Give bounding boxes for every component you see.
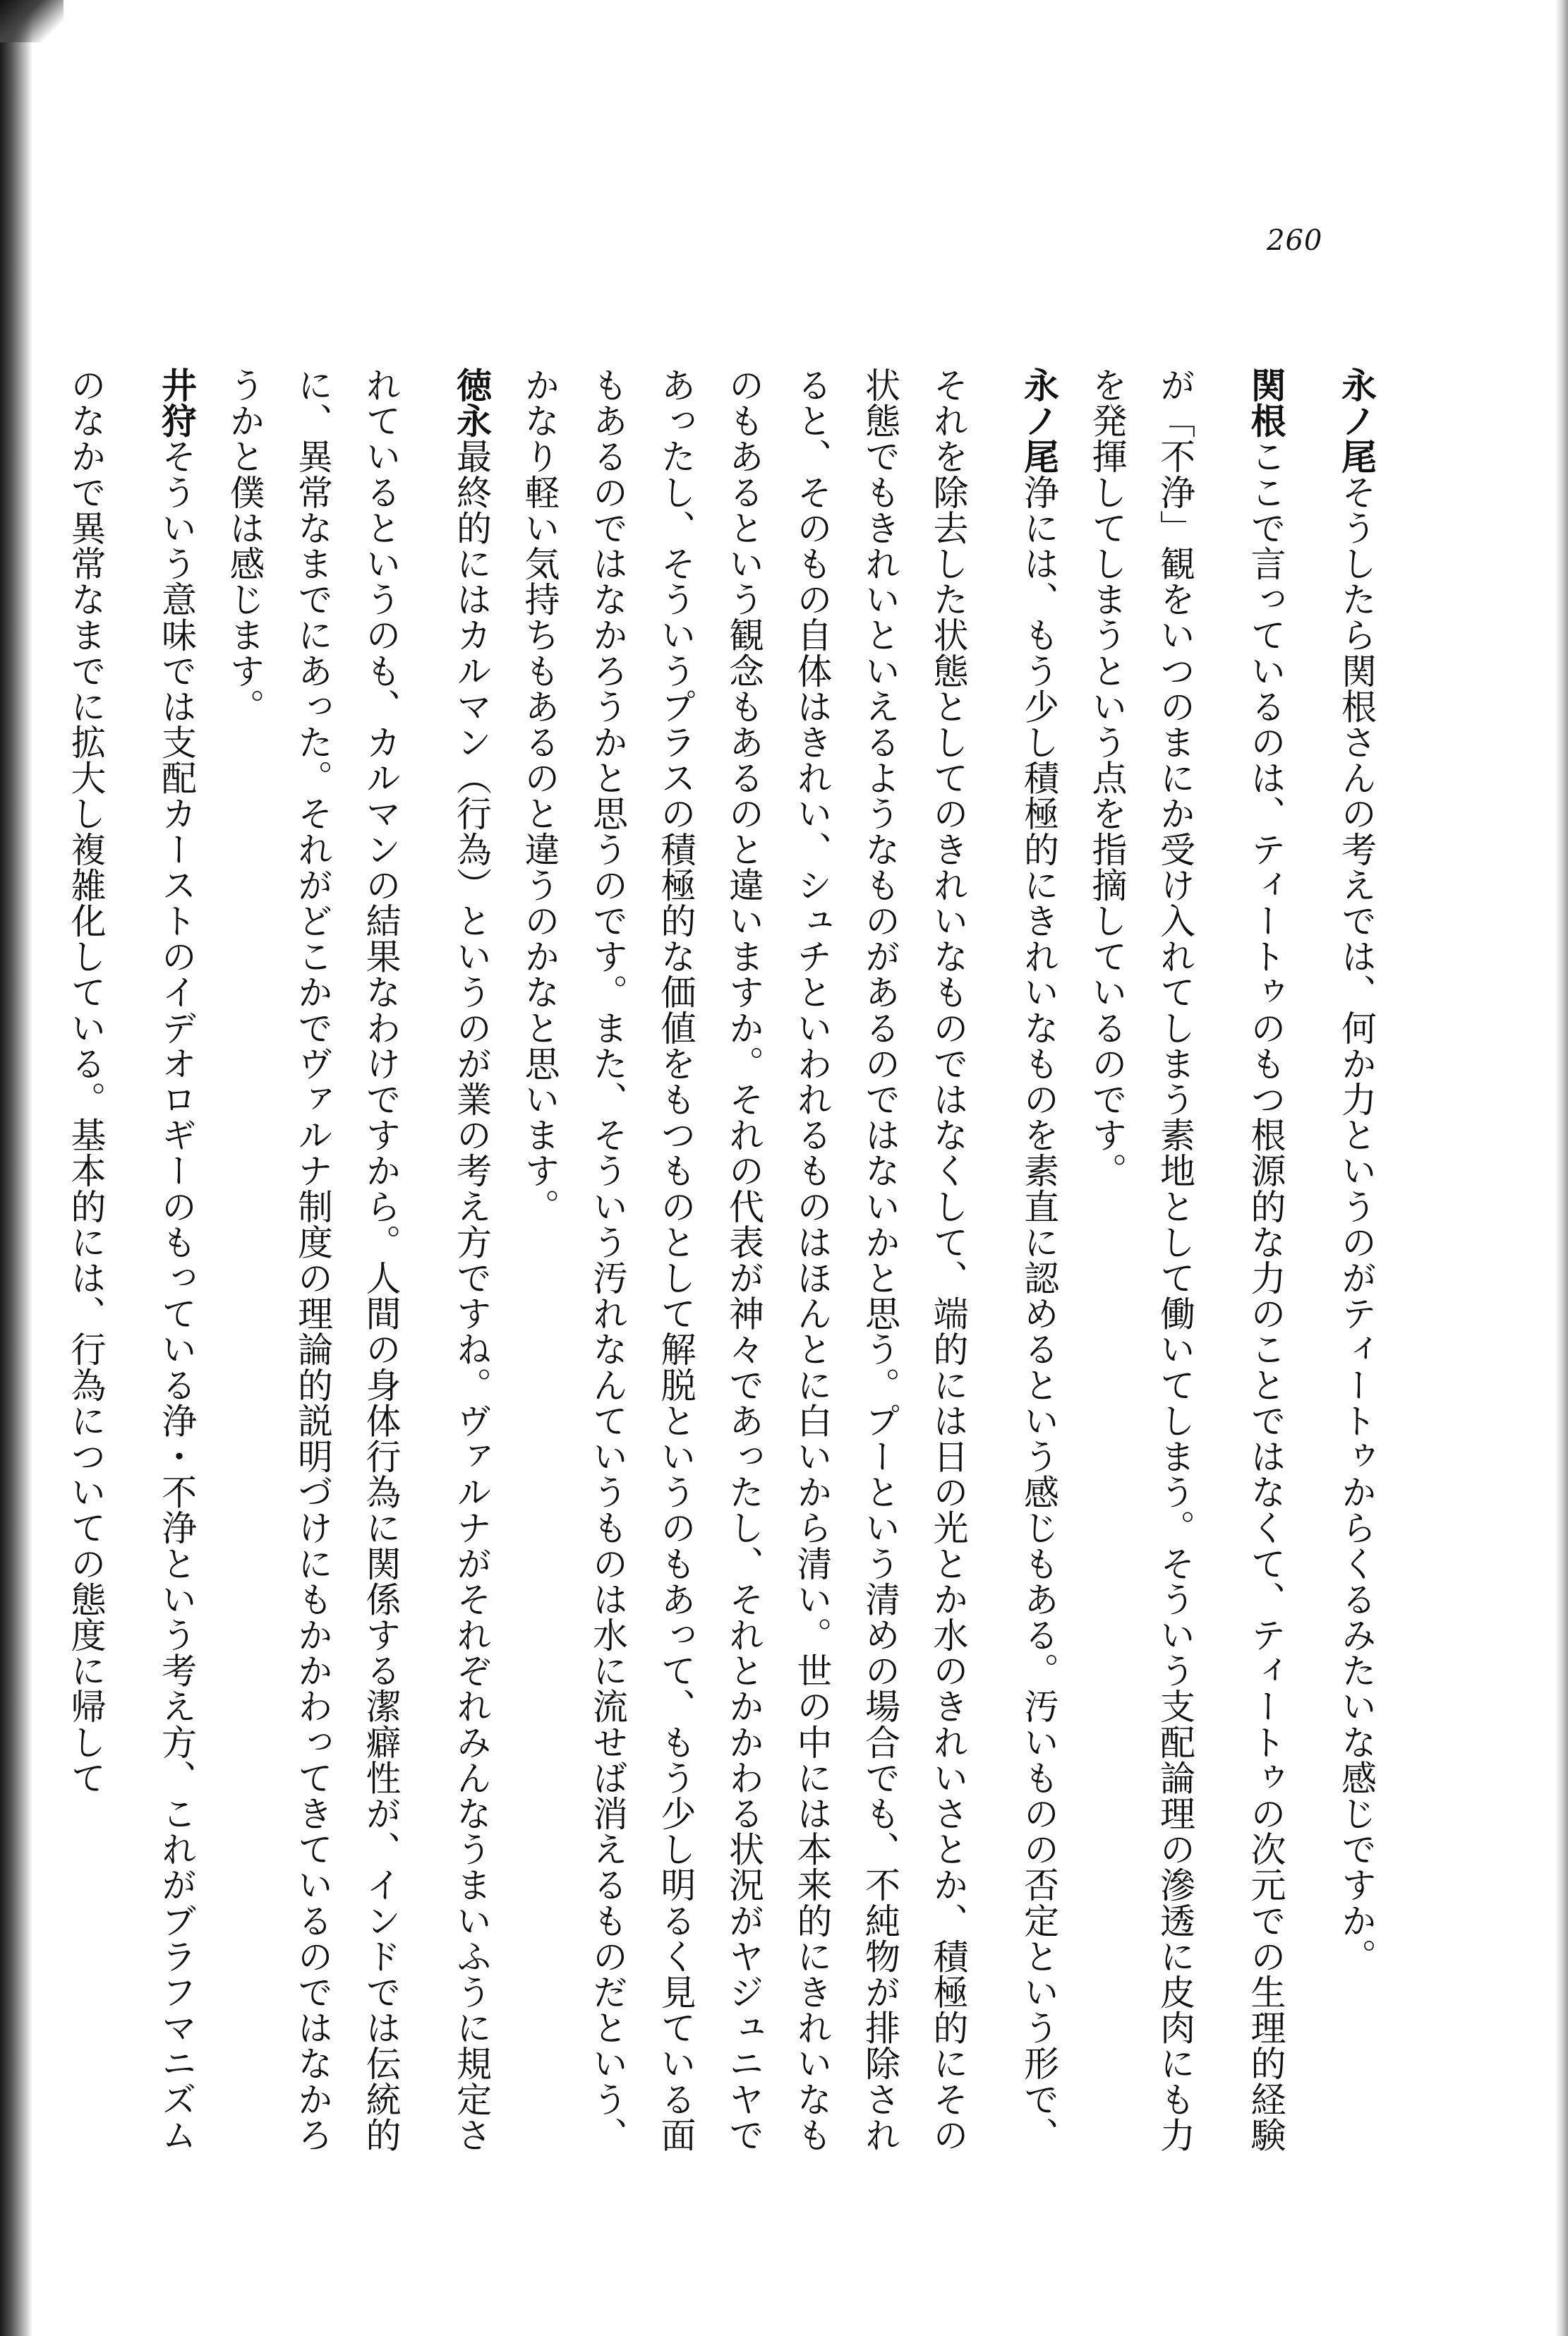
speaker-label: 徳永 — [451, 367, 492, 439]
dialogue-paragraph — [1073, 367, 1300, 2160]
dialogue-text: ここで言っているのは、ティートゥのもつ根源的な力のことではなくて、ティートゥの次元での生理的経験が「不浄」観をいつのまにか受け入れてしまう素地として働いてしまう。そういう支配論理の滲透に皮肉にも力を発揮してしまうという点を指摘しているのです。 — [1086, 367, 1286, 2153]
speaker-label: 井狩 — [156, 367, 197, 439]
speaker-label: 永ノ尾 — [1018, 367, 1059, 474]
speaker-label: 関根 — [1245, 367, 1286, 439]
dialogue-text: そうしたら関根さんの考えでは、何か力というのがティートゥからくるみたいな感じですか。 — [1336, 474, 1377, 1975]
scan-right-edge — [1555, 0, 1568, 2336]
dialogue-paragraph — [1300, 367, 1391, 2160]
page-number: 260 — [1267, 224, 1323, 257]
scan-binding-shadow — [0, 0, 32, 2336]
dialogue-text: そういう意味では支配カーストのイデオロギーのもっている浄・不浄という考え方、これがブラフマニズムのなかで異常なまでに拡大し複雑化している。基本的には、行為についての態度に帰して — [65, 367, 197, 2153]
dialogue-text: 最終的にはカルマン（行為）というのが業の考え方ですね。ヴァルナがそれぞれみんなうまいふうに規定されているというのも、カルマンの結果なわけですから。人間の身体行為に関係する潔癖性が、インドでは伝統的に、異常なまでにあった。それがどこかでヴァルナ制度の理論的説明づけにもかかわってきているのではなかろうかと僕は感じます。 — [224, 367, 492, 2153]
dialogue-paragraph — [52, 367, 210, 2160]
dialogue-paragraph — [505, 367, 1073, 2160]
vertical-text-body — [65, 367, 1390, 2160]
scan-corner-shadow — [0, 0, 64, 42]
dialogue-paragraph — [210, 367, 505, 2160]
speaker-label: 永ノ尾 — [1336, 367, 1377, 474]
dialogue-text: 浄には、もう少し積極的にきれいなものを素直に認めるという感じもある。汚いものの否定という形で、それを除去した状態としてのきれいなものではなくして、端的には日の光とか水のきれいさとか、積極的にその状態でもきれいといえるようなものがあるのではないかと思う。プーという清めの場合でも、不純物が排除されると、そのもの自体はきれい、シュチといわれるものはほんとに白いから清い。世の中には本来的にきれいなものもあるという観念もあるのと違いますか。それの代表が神々であったし、それとかかわる状況がヤジュニヤであったし、そういうプラスの積極的な価値をもつものとして解脱というのもあって、もう少し明るく見ている面もあるのではなかろうかと思うのです。また、そういう汚れなんていうものは水に流せば消えるものだという、かなり軽い気持ちもあるのと違うのかなと思います。 — [519, 367, 1059, 2153]
